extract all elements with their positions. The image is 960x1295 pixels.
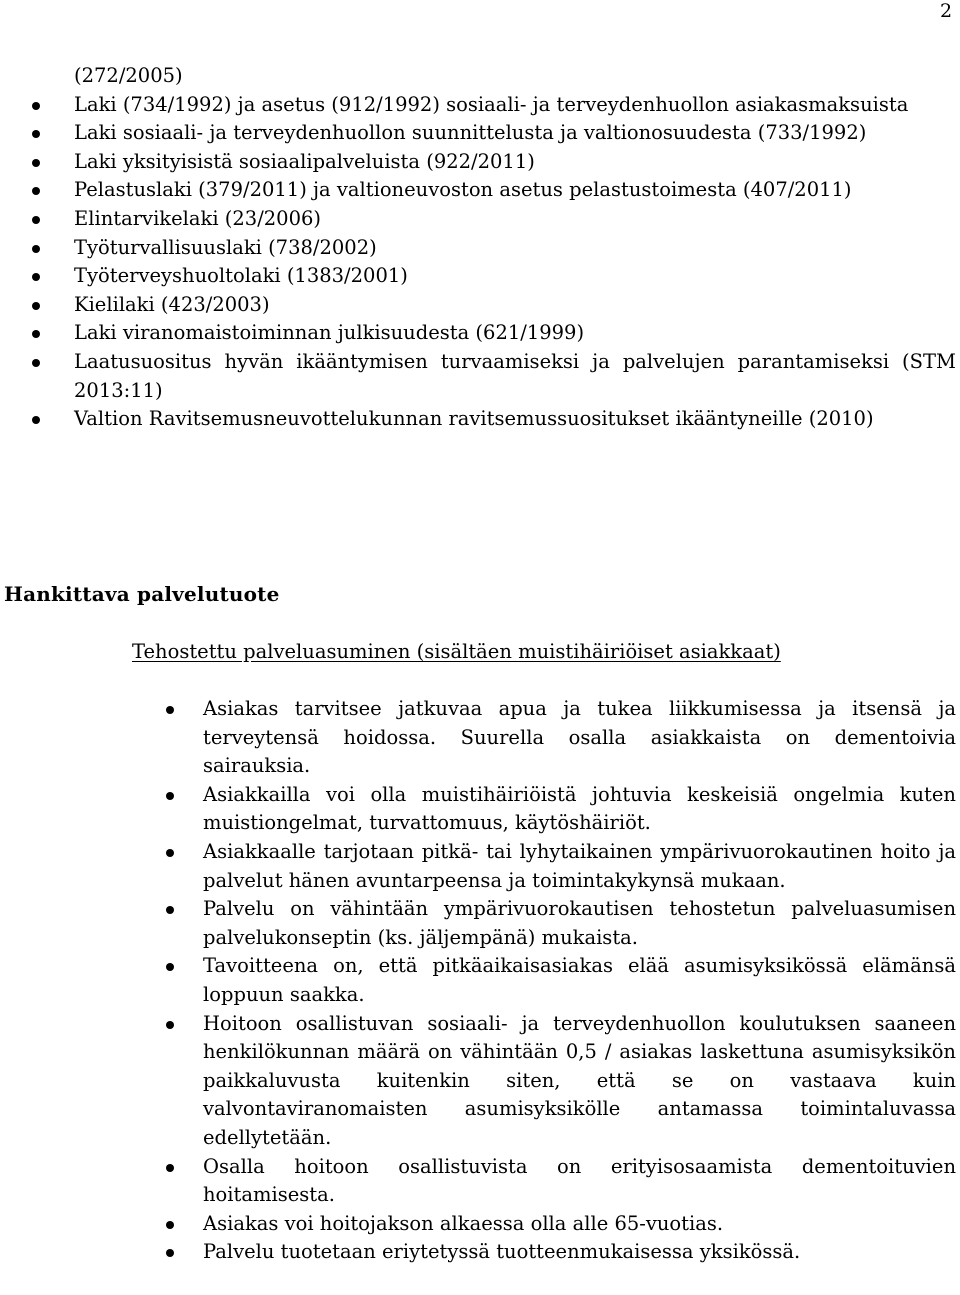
list-item bbox=[74, 205, 956, 234]
list-item-text: Palvelu tuotetaan eriytetyssä tuotteenmukaisessa yksikössä. bbox=[203, 1240, 801, 1264]
bullet-icon bbox=[32, 245, 40, 253]
bullet-icon bbox=[32, 187, 40, 195]
list-item-text: Kielilaki (423/2003) bbox=[74, 292, 270, 316]
bullet-icon bbox=[32, 273, 40, 281]
bullet-icon bbox=[166, 963, 174, 971]
list-item-text: Elintarvikelaki (23/2006) bbox=[74, 206, 321, 230]
bullet-icon bbox=[166, 1021, 174, 1029]
bullet-icon bbox=[32, 216, 40, 224]
list-item-text: Valtion Ravitsemusneuvottelukunnan ravitsemussuositukset ikääntyneille (2010) bbox=[74, 407, 874, 431]
list-item-text: Asiakas voi hoitojakson alkaessa olla alle 65-vuotias. bbox=[203, 1211, 724, 1235]
list-item bbox=[74, 405, 956, 434]
list-item-text: Osalla hoitoon osallistuvista on erityisosaamista dementoituvien hoitamisesta. bbox=[203, 1154, 956, 1207]
bullet-icon bbox=[32, 130, 40, 138]
list-item bbox=[203, 695, 956, 781]
list-item bbox=[203, 1238, 956, 1267]
list-item bbox=[203, 781, 956, 838]
list-item-text: Hoitoon osallistuvan sosiaali- ja terveydenhuollon koulutuksen saaneen henkilökunnan määrä on vähintään 0,5 / asiakas laskettuna asumisyksikön paikkaluvusta kuitenkin siten, että se on vastaava kuin valvontaviranomaisten asumisyksikölle antamassa toimintaluvassa edellytetään. bbox=[203, 1011, 956, 1149]
bullet-icon bbox=[166, 1221, 174, 1229]
list-item-text: Laki yksityisistä sosiaalipalveluista (922/2011) bbox=[74, 149, 535, 173]
sub-heading: Tehostettu palveluasuminen (sisältäen muistihäiriöiset asiakkaat) bbox=[132, 640, 781, 663]
list-item bbox=[203, 895, 956, 952]
bullet-icon bbox=[32, 359, 40, 367]
list-item bbox=[74, 262, 956, 291]
bullet-icon bbox=[166, 792, 174, 800]
list-item bbox=[74, 148, 956, 177]
list-item bbox=[203, 952, 956, 1009]
list-item-text: Asiakkaalle tarjotaan pitkä- tai lyhytaikainen ympärivuorokautinen hoito ja palvelut hänen avuntarpeensa ja toimintakykynsä mukaan. bbox=[203, 839, 956, 892]
bullet-icon bbox=[32, 330, 40, 338]
list-item bbox=[203, 1210, 956, 1239]
list-item-text: Asiakkailla voi olla muistihäiriöistä johtuvia keskeisiä ongelmia kuten muistiongelmat, turvattomuus, käytöshäiriöt. bbox=[203, 782, 956, 835]
list-item-text: Tavoitteena on, että pitkäaikaisasiakas elää asumisyksikössä elämänsä loppuun saakka. bbox=[203, 954, 956, 1006]
list-item-text: Työturvallisuuslaki (738/2002) bbox=[74, 235, 377, 259]
list-item-text: Pelastuslaki (379/2011) ja valtioneuvoston asetus pelastustoimesta (407/2011) bbox=[74, 178, 852, 202]
bullet-icon bbox=[166, 906, 174, 914]
list-item bbox=[74, 91, 956, 120]
bullet-icon bbox=[166, 706, 174, 714]
list-item-text: Asiakas tarvitsee jatkuvaa apua ja tukea liikkumisessa ja itsensä ja terveytensä hoidossa. Suurella osalla asiakkaista on dementoivia sairauksia. bbox=[203, 697, 956, 778]
list-item bbox=[74, 348, 956, 405]
list-continuation-text: (272/2005) bbox=[74, 64, 183, 87]
list-item bbox=[74, 176, 956, 205]
list-item bbox=[203, 838, 956, 895]
bullet-icon bbox=[166, 1249, 174, 1257]
list-item-text: Laki viranomaistoiminnan julkisuudesta (621/1999) bbox=[74, 321, 585, 345]
list-item bbox=[74, 234, 956, 263]
list-item-text: Laki sosiaali- ja terveydenhuollon suunnittelusta ja valtionosuudesta (733/1992) bbox=[74, 121, 867, 145]
list-item-text: Palvelu on vähintään ympärivuorokautisen tehostetun palveluasumisen palvelukonseptin (ks. jäljempänä) mukaista. bbox=[203, 897, 956, 949]
list-item-text: Työterveyshuoltolaki (1383/2001) bbox=[74, 264, 408, 288]
bullet-icon bbox=[32, 416, 40, 424]
list-item bbox=[203, 1010, 956, 1153]
list-item bbox=[74, 119, 956, 148]
bullet-icon bbox=[166, 849, 174, 857]
bullet-icon bbox=[32, 159, 40, 167]
list-item-text: Laki (734/1992) ja asetus (912/1992) sosiaali- ja terveydenhuollon asiakasmaksuista bbox=[74, 92, 909, 116]
section-heading: Hankittava palvelutuote bbox=[4, 582, 280, 606]
service-description-list bbox=[0, 695, 960, 1267]
list-item bbox=[203, 1153, 956, 1210]
bullet-icon bbox=[32, 102, 40, 110]
legislation-list bbox=[0, 91, 960, 434]
list-item-text: Laatusuositus hyvän ikääntymisen turvaamiseksi ja palvelujen parantamiseksi (STM 2013:11) bbox=[74, 349, 956, 402]
bullet-icon bbox=[166, 1164, 174, 1172]
legislation-list-section bbox=[0, 62, 960, 434]
list-item bbox=[74, 319, 956, 348]
list-item bbox=[74, 291, 956, 320]
bullet-icon bbox=[32, 302, 40, 310]
service-description-section bbox=[0, 695, 960, 1267]
page-number: 2 bbox=[940, 0, 953, 22]
